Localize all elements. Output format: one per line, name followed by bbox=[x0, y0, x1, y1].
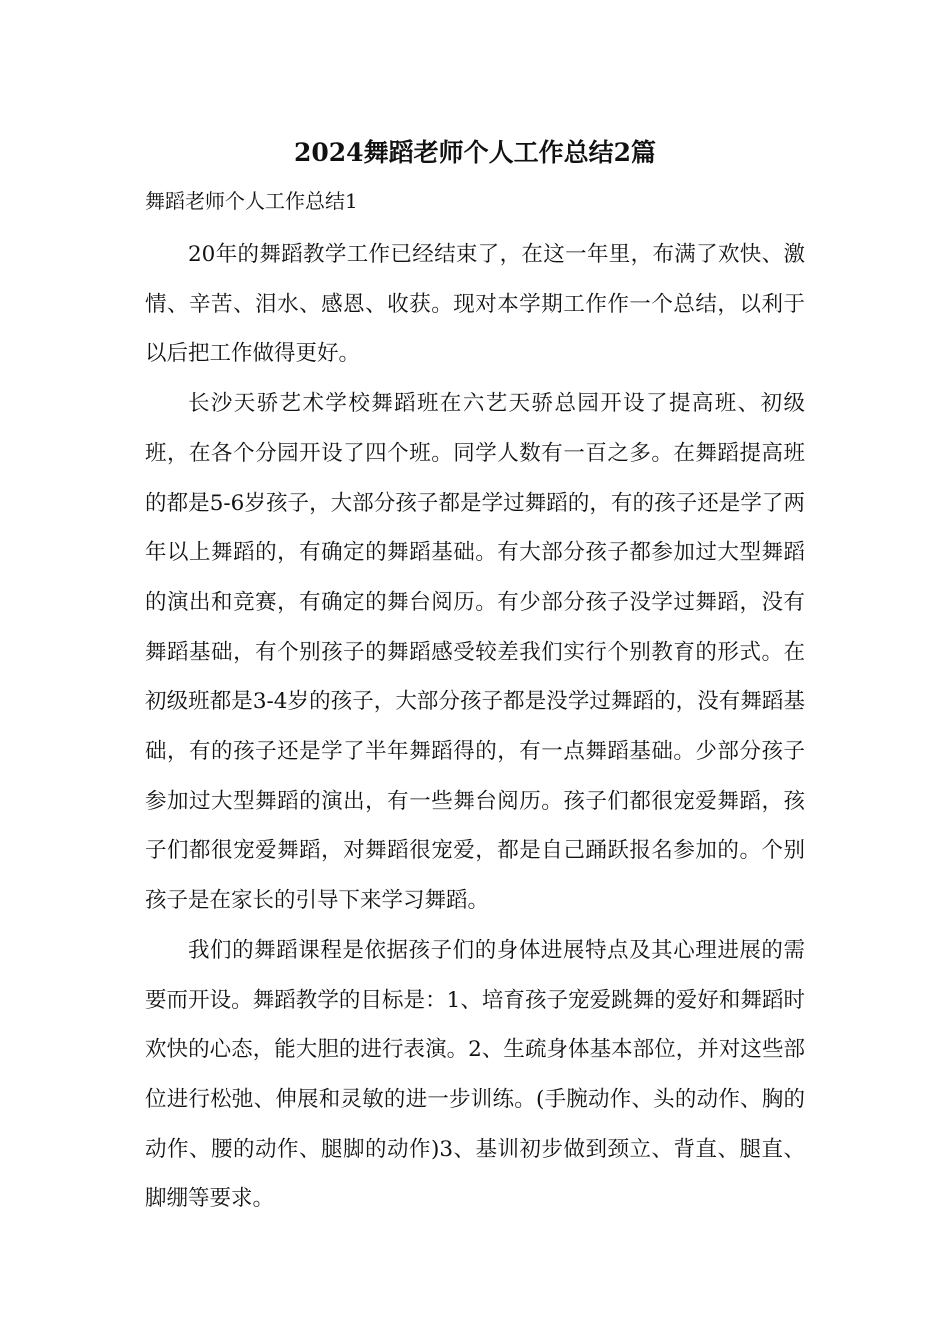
paragraph-2: 长沙天骄艺术学校舞蹈班在六艺天骄总园开设了提高班、初级班，在各个分园开设了四个班。同学人数有一百之多。在舞蹈提高班的都是5-6岁孩子，大部分孩子都是学过舞蹈的，有的孩子还是学了两年以上舞蹈的，有确定的舞蹈基础。有大部分孩子都参加过大型舞蹈的演出和竞赛，有确定的舞台阅历。有少部分孩子没学过舞蹈，没有舞蹈基础，有个别孩子的舞蹈感受较差我们实行个别教育的形式。在初级班都是3-4岁的孩子，大部分孩子都是没学过舞蹈的，没有舞蹈基础，有的孩子还是学了半年舞蹈得的，有一点舞蹈基础。少部分孩子参加过大型舞蹈的演出，有一些舞台阅历。孩子们都很宠爱舞蹈，孩子们都很宠爱舞蹈，对舞蹈很宠爱，都是自己踊跃报名参加的。个别孩子是在家长的引导下来学习舞蹈。 bbox=[145, 391, 805, 914]
paragraph-3: 我们的舞蹈课程是依据孩子们的身体进展特点及其心理进展的需要而开设。舞蹈教学的目标是：1、培育孩子宠爱跳舞的爱好和舞蹈时欢快的心态，能大胆的进行表演。2、生疏身体基本部位，并对这些部位进行松弛、伸展和灵敏的进一步训练。(手腕动作、头的动作、胸的动作、腰的动作、腿脚的动作)3、基训初步做到颈立、背直、腿直、脚绷等要求。 bbox=[145, 937, 805, 1212]
section-heading: 舞蹈老师个人工作总结1 bbox=[145, 189, 358, 213]
paragraph-1: 20年的舞蹈教学工作已经结束了，在这一年里，布满了欢快、激情、辛苦、泪水、感恩、收获。现对本学期工作作一个总结，以利于以后把工作做得更好。 bbox=[145, 242, 805, 367]
document-title: 2024舞蹈老师个人工作总结2篇 bbox=[294, 138, 656, 167]
document-body bbox=[145, 230, 805, 1224]
